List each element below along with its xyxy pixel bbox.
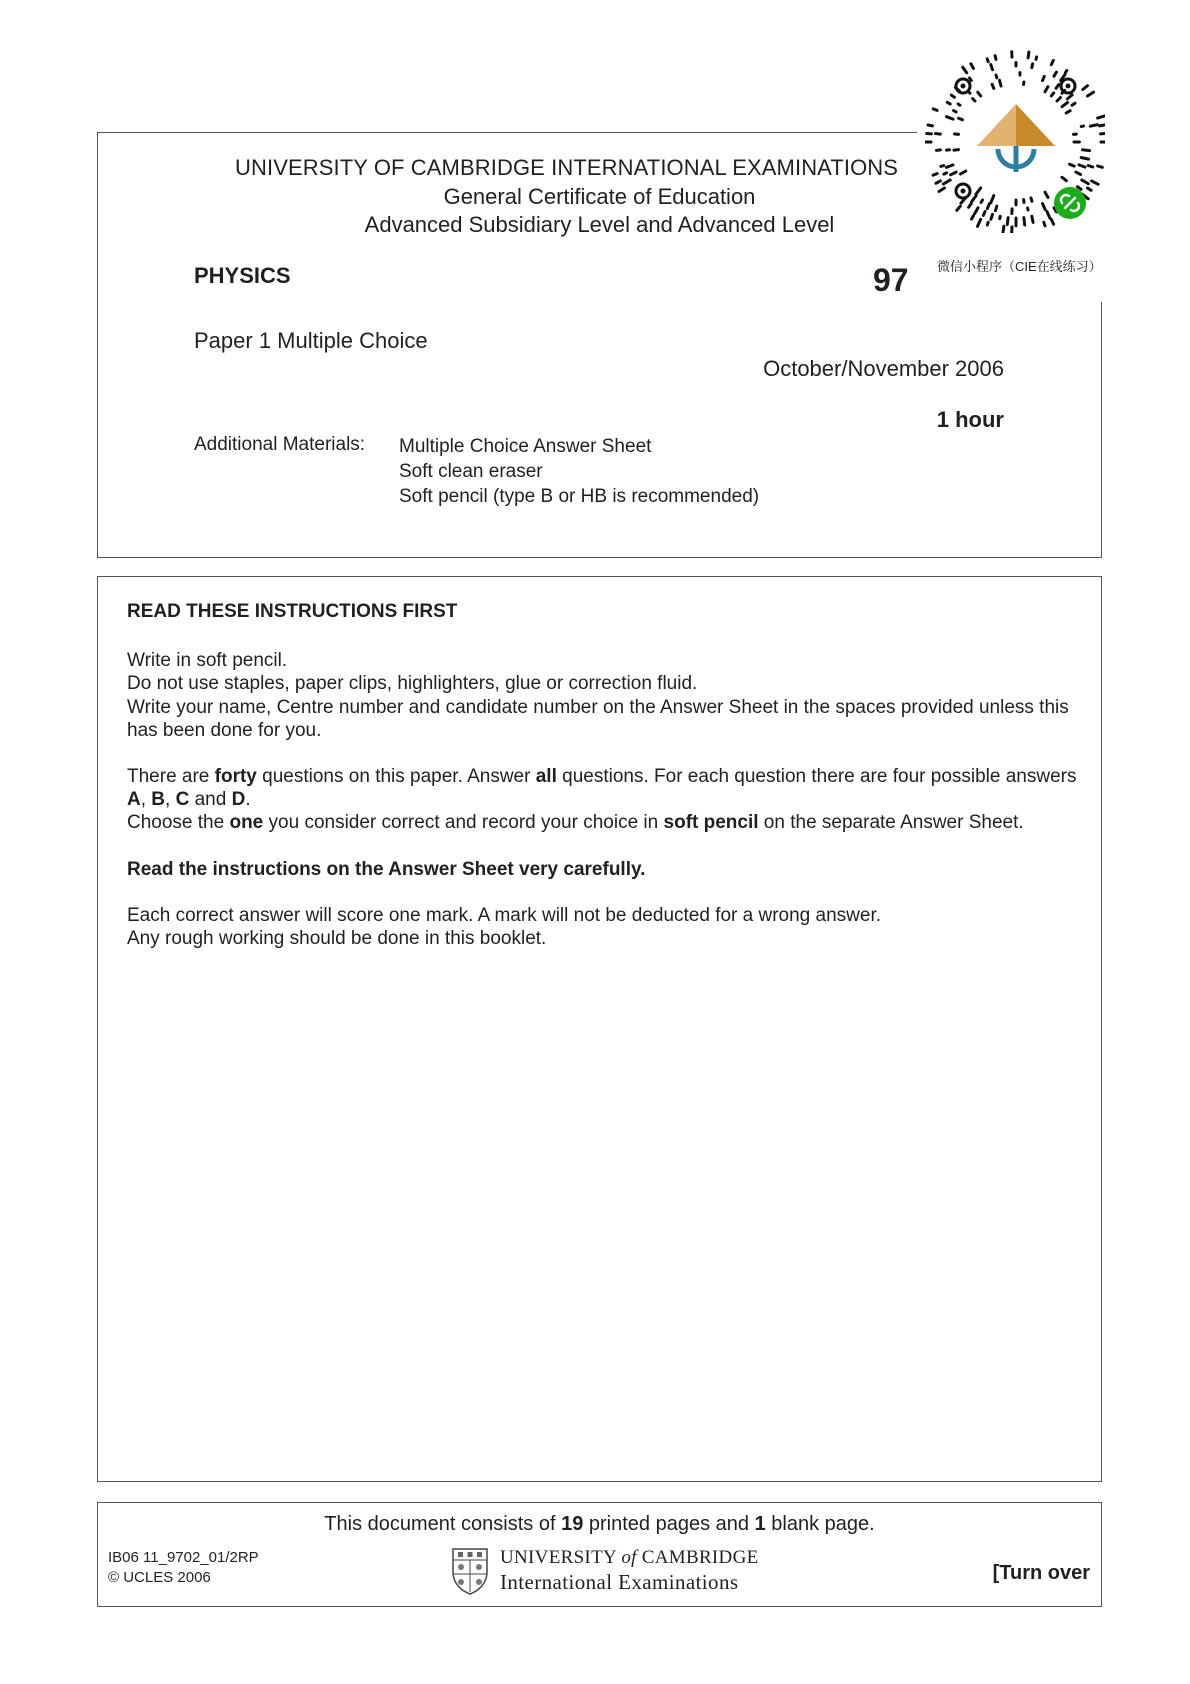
qr-dash (1081, 126, 1083, 127)
emphasis: soft pencil (663, 812, 759, 834)
qr-dash (1056, 85, 1059, 89)
printed-page-count: 19 (561, 1513, 584, 1535)
qr-dash (1043, 204, 1046, 210)
qr-dash (987, 59, 988, 62)
qr-dash (992, 84, 994, 88)
qr-dash (1000, 80, 1002, 86)
qr-dash (976, 188, 981, 194)
qr-dash (972, 196, 976, 202)
instruction-text: , (140, 789, 152, 811)
qr-dash (972, 216, 974, 220)
materials-list (399, 434, 759, 509)
exam-session: October/November 2006 (763, 356, 1004, 381)
qr-caption: 微信小程序（CIE在线练习） (937, 259, 1102, 274)
option-letter: C (175, 789, 190, 811)
syllabus-code: 97 (873, 262, 909, 298)
instruction-line: Write in soft pencil. (127, 650, 288, 672)
qr-dash (983, 211, 985, 215)
materials-item: Soft pencil (type B or HB is recommended) (399, 486, 760, 507)
materials-label: Additional Materials: (194, 434, 366, 455)
qr-dash (951, 95, 954, 97)
qr-dash (1101, 133, 1105, 134)
qualification-line-2: Advanced Subsidiary Level and Advanced Level (364, 212, 835, 237)
instruction-text: you consider correct and record your choice in (263, 812, 664, 834)
qr-dash (1051, 93, 1053, 96)
qr-dash (959, 118, 963, 120)
qr-dash (987, 204, 989, 209)
instructions-paragraph-1 (127, 649, 1087, 742)
qr-dash (1088, 166, 1092, 167)
subject-title: PHYSICS (194, 263, 291, 288)
qr-dash (1003, 226, 1004, 232)
qr-dash (975, 208, 978, 214)
qr-dash (933, 174, 937, 176)
qr-dash (1044, 222, 1045, 226)
qr-dash (933, 109, 937, 111)
qr-dash (1007, 218, 1008, 225)
emphasis: all (535, 766, 557, 788)
qr-dash (961, 171, 966, 174)
qr-dash (987, 222, 988, 225)
qr-dash (954, 150, 959, 151)
qr-dash (1070, 164, 1075, 166)
document-reference: IB06 11_9702_01/2RP (108, 1549, 259, 1566)
qr-dash (1031, 198, 1032, 201)
qr-dash (1076, 172, 1081, 174)
qr-dash (1036, 57, 1037, 60)
qr-code-icon[interactable] (925, 48, 1105, 233)
instruction-text: . (245, 789, 251, 811)
instruction-line: Do not use staples, paper clips, highlighters, glue or correction fluid. (127, 673, 698, 695)
qr-dash (955, 134, 959, 135)
qr-dash (1079, 165, 1085, 167)
footer-text: This document consists of (324, 1513, 562, 1535)
instruction-line: Each correct answer will score one mark. A mark will not be deducted for a wrong answer. (127, 904, 882, 926)
instruction-text: and (189, 789, 232, 811)
qr-dash (1062, 102, 1068, 106)
qualification-line-1: General Certificate of Education (443, 184, 756, 209)
instruction-text: , (165, 789, 176, 811)
instruction-text: questions on this paper. Answer (256, 766, 536, 788)
qr-dash (947, 117, 954, 119)
qr-dash (1100, 125, 1106, 126)
qr-dash (1065, 71, 1067, 73)
qr-dash (969, 204, 972, 208)
qr-dash (978, 219, 981, 226)
qr-dash (1032, 216, 1033, 222)
qr-dash (1067, 95, 1072, 99)
qr-dash (1000, 216, 1001, 218)
qr-dash (1057, 98, 1061, 102)
qr-dash (1047, 211, 1050, 218)
qr-dash (1062, 177, 1066, 180)
instruction-text: questions. For each question there are four possible answers (556, 766, 1077, 788)
qr-dash (1028, 52, 1029, 58)
qr-dash (981, 200, 982, 202)
page-count-line (0, 1513, 1190, 1536)
qr-dash (1083, 86, 1088, 90)
qr-dash (957, 206, 961, 210)
instructions-paragraph-3 (127, 858, 1087, 881)
qr-dash (1092, 181, 1099, 184)
qr-dash (1045, 87, 1048, 92)
qr-dash (995, 56, 996, 60)
instructions-paragraph-2 (127, 765, 1087, 835)
materials-item: Multiple Choice Answer Sheet (399, 436, 652, 457)
materials-item: Soft clean eraser (399, 461, 543, 482)
footer-text: blank page. (765, 1513, 875, 1535)
qr-dash (1088, 92, 1094, 96)
qr-dash (1072, 103, 1075, 105)
qr-dash (978, 92, 981, 96)
copyright-notice: © UCLES 2006 (108, 1569, 211, 1586)
emphasis: one (229, 812, 264, 834)
qr-dash (1032, 64, 1033, 68)
qr-dash (971, 64, 974, 69)
paper-title: Paper 1 Multiple Choice (194, 328, 428, 353)
qr-dash (954, 111, 957, 112)
instruction-line: Write your name, Centre number and candidate number on the Answer Sheet in the spaces provided unless this has been done for you. (127, 696, 1069, 741)
qr-dash (1081, 158, 1088, 160)
emphasis: forty (214, 766, 257, 788)
qr-dash (946, 165, 953, 168)
instruction-text: There are (127, 766, 215, 788)
document-code (108, 1548, 259, 1588)
instruction-text: Choose the (127, 812, 230, 834)
qr-dash (991, 65, 993, 70)
qr-dash (1083, 150, 1090, 151)
qr-dash (1045, 192, 1048, 197)
turn-over-label: [Turn over (992, 1562, 1090, 1584)
qr-dash (947, 102, 950, 104)
exam-duration: 1 hour (936, 407, 1004, 432)
qr-dash (970, 78, 972, 81)
qr-dash (941, 166, 944, 167)
qr-dash (1098, 166, 1103, 167)
qr-dash (1098, 116, 1105, 118)
qr-dash (1088, 188, 1092, 190)
footer-text: of (621, 1547, 637, 1568)
footer-university-line-2: International Examinations (500, 1570, 739, 1594)
footer-text: printed pages and (583, 1513, 755, 1535)
qr-dash (1043, 76, 1045, 80)
qr-dash (943, 180, 950, 184)
qr-dash (1066, 111, 1070, 113)
instructions-heading: READ THESE INSTRUCTIONS FIRST (127, 601, 458, 622)
qr-dash (1078, 187, 1082, 190)
qr-dash (991, 214, 993, 219)
qr-dash (944, 173, 947, 174)
qr-dash (1090, 125, 1097, 127)
qr-dash (1051, 219, 1053, 224)
read-carefully-note: Read the instructions on the Answer Sheet very carefully. (127, 858, 646, 880)
qr-dash (951, 172, 957, 175)
option-letter: A (127, 789, 141, 811)
qr-dash (935, 134, 940, 135)
footer-university-line-1 (500, 1547, 759, 1569)
qr-dash (963, 67, 967, 73)
instruction-line: Any rough working should be done in this booklet. (127, 928, 547, 950)
qr-dash (928, 125, 933, 126)
qr-dash (973, 99, 975, 101)
qr-dash (958, 104, 960, 105)
option-letter: B (151, 789, 166, 811)
qr-dash (996, 75, 997, 78)
qr-dash (1082, 180, 1089, 184)
qr-dash (936, 181, 941, 183)
instruction-text: on the separate Answer Sheet. (758, 812, 1024, 834)
qr-dash (1024, 218, 1025, 225)
qr-dash (1054, 72, 1056, 76)
qr-dash (995, 206, 996, 211)
instructions-body (127, 600, 1087, 973)
instructions-paragraph-4 (127, 904, 1087, 950)
qr-dash (937, 150, 941, 151)
option-letter: D (231, 789, 246, 811)
qr-dash (991, 196, 994, 203)
cambridge-crest-icon (450, 1546, 490, 1596)
qr-dash (1051, 60, 1053, 64)
footer-text: UNIVERSITY (500, 1547, 622, 1568)
footer-text: CAMBRIDGE (636, 1547, 759, 1568)
blank-page-count: 1 (754, 1513, 766, 1535)
institution-name: UNIVERSITY OF CAMBRIDGE INTERNATIONAL EXAMINATIONS (235, 155, 899, 180)
qr-dash (939, 188, 944, 191)
